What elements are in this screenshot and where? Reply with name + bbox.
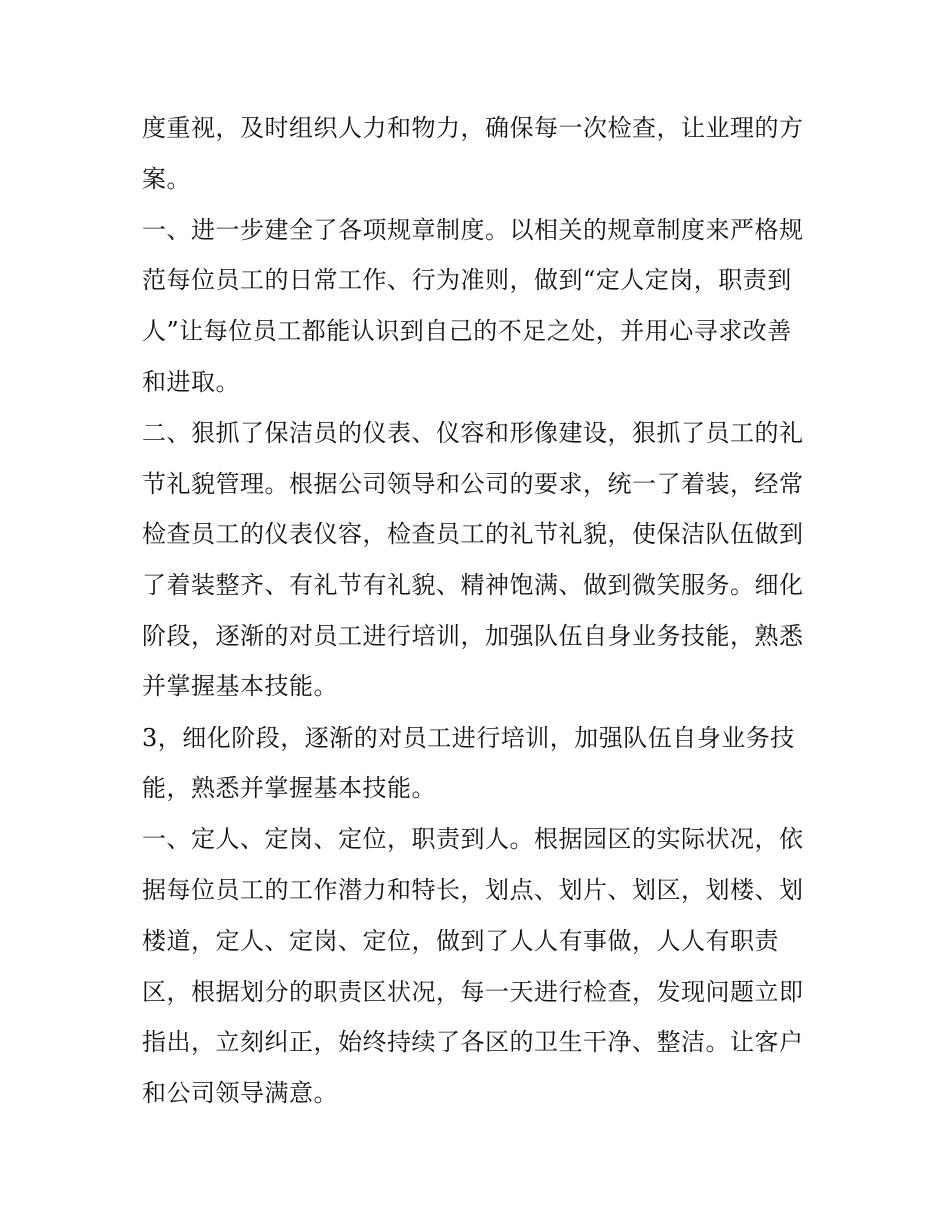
text-line: 案。: [142, 165, 191, 193]
text-line: 能，熟悉并掌握基本技能。: [142, 774, 436, 802]
text-line: 区，根据划分的职责区状况，每一天进行检查，发现问题立即: [142, 978, 804, 1006]
text-line: 阶段，逐渐的对员工进行培训，加强队伍自身业务技能，熟悉: [142, 622, 804, 650]
text-line: 和公司领导满意。: [142, 1079, 338, 1107]
text-line: 指出，立刻纠正，始终持续了各区的卫生干净、整洁。让客户: [142, 1028, 804, 1056]
text-line: 了着装整齐、有礼节有礼貌、精神饱满、做到微笑服务。细化: [142, 571, 804, 599]
text-line: 范每位员工的日常工作、行为准则，做到“定人定岗，职责到: [142, 266, 792, 294]
text-line: 据每位员工的工作潜力和特长，划点、划片、划区，划楼、划: [142, 876, 804, 904]
text-line: 度重视，及时组织人力和物力，确保每一次检查，让业理的方: [142, 114, 804, 142]
text-line: 一、进一步建全了各项规章制度。以相关的规章制度来严格规: [142, 216, 804, 244]
text-line: 一、定人、定岗、定位，职责到人。根据园区的实际状况，依: [142, 825, 804, 853]
text-line: 检查员工的仪表仪容，检查员工的礼节礼貌，使保洁队伍做到: [142, 520, 804, 548]
text-line: 二、狠抓了保洁员的仪表、仪容和形像建设，狠抓了员工的礼: [142, 419, 804, 447]
text-line: 和进取。: [142, 368, 240, 396]
text-line: 并掌握基本技能。: [142, 672, 338, 700]
text-line: 3，细化阶段，逐渐的对员工进行培训，加强队伍自身业务技: [142, 724, 795, 752]
text-line: 人”让每位员工都能认识到自己的不足之处，并用心寻求改善: [142, 317, 792, 345]
text-line: 节礼貌管理。根据公司领导和公司的要求，统一了着装，经常: [142, 470, 804, 498]
text-line: 楼道，定人、定岗、定位，做到了人人有事做，人人有职责: [142, 927, 779, 955]
